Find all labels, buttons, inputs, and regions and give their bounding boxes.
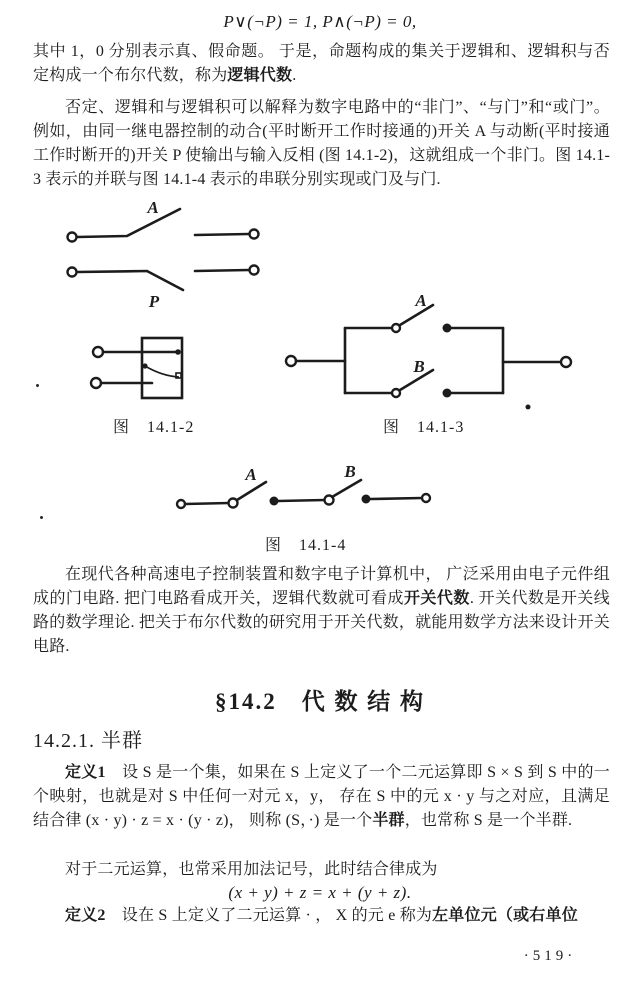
- switch-p-label: P: [148, 292, 160, 311]
- bold-definition-2-label: 定义2: [65, 907, 106, 924]
- figure-14-1-3-diagram: [280, 290, 580, 415]
- terminal-icon: [286, 356, 296, 366]
- terminal-icon: [250, 230, 259, 239]
- contact-tip-icon: [176, 373, 181, 378]
- terminal-icon: [422, 494, 430, 502]
- paragraph-text: 设 S 是一个集，如果在 S 上定义了一个二元运算即 S × S 到 S 中的一个映射，也就是对 S 中任何一对元 x，y， 存在 S 中的元 x · y 与之对应，且满足结合律 (x · y) · z = x · (y · z)， 则称 (S，·) 是一个: [33, 764, 610, 829]
- paragraph-definition-2: [33, 904, 610, 928]
- formula-logic-complement: P∨(¬P) = 1, P∧(¬P) = 0,: [223, 12, 417, 31]
- formula-associativity: (x + y) + z = x + (y + z).: [228, 883, 412, 902]
- relay-contact-icon: [145, 366, 179, 377]
- paragraph-gates: 否定、逻辑和与逻辑积可以解释为数字电路中的“非门”、“与门”和“或门”。例如，由同一继电器控制的动合(平时断开工作时接通的)开关 A 与动断(平时接通工作时断开的)开关 P 使输出与输入反相 (图 14.1-2)，这就组成一个非门。图 14.1-3 表示的并联与图 14.1-4 表示的串联分别实现或门及与门.: [33, 99, 610, 188]
- subsection-heading: 14.2.1. 半群: [33, 730, 143, 752]
- paragraph-definition-1: [33, 761, 610, 833]
- paragraph-text: 其中 1，0 分别表示真、假命题。 于是，命题构成的集关于逻辑和、逻辑积与否定构成一个布尔代数，称为: [33, 43, 610, 84]
- branch-switch-b: [345, 357, 503, 398]
- figure-caption: 图 14.1-3: [383, 419, 465, 436]
- terminal-icon: [91, 378, 101, 388]
- bold-term-switching-algebra: 开关代数: [403, 590, 470, 607]
- paragraph-logic-algebra: [33, 40, 610, 88]
- wire-icon: [370, 498, 422, 499]
- wire-icon: [185, 503, 229, 504]
- bold-term-semigroup: 半群: [372, 812, 405, 829]
- figure-14-1-2-diagram: [40, 200, 280, 410]
- paragraph-additive-notation: 对于二元运算，也常采用加法记号，此时结合律成为: [65, 861, 438, 878]
- scan-artifact-dot: [36, 384, 39, 387]
- switch-blade-icon: [237, 482, 266, 500]
- wire-icon: [195, 270, 249, 271]
- figure-14-1-4-diagram: [170, 460, 440, 515]
- paragraph-text: .: [292, 67, 297, 84]
- wire-icon: [278, 500, 325, 501]
- paragraph-switching-algebra: [33, 563, 610, 659]
- section-heading: §14.2 代 数 结 构: [215, 689, 425, 714]
- terminal-icon: [93, 347, 103, 357]
- switch-b-label: B: [413, 357, 425, 376]
- series-switch-b: [325, 462, 371, 505]
- bold-definition-1-label: 定义1: [65, 764, 106, 781]
- switch-p-symbol: [68, 266, 259, 312]
- switch-b-label: B: [344, 462, 356, 481]
- series-switch-a: [229, 465, 279, 508]
- terminal-icon: [250, 266, 259, 275]
- paragraph-text: . 开关代数是开关线路的数学理论. 把关于布尔代数的研究用于开关代数，就能用数学方法来设计开关电路.: [33, 590, 610, 655]
- terminal-icon: [561, 357, 571, 367]
- switch-blade-icon: [77, 209, 180, 237]
- terminal-icon: [68, 233, 77, 242]
- bold-term-logic-algebra: 逻辑代数: [227, 67, 293, 84]
- switch-a-symbol: [68, 200, 259, 242]
- wire-icon: [195, 234, 249, 235]
- contact-dot-icon: [175, 349, 181, 355]
- switch-a-label: A: [147, 200, 159, 217]
- relay-symbol: [91, 338, 182, 398]
- paragraph-text: 在现代各种高速电子控制装置和数字电子计算机中， 广泛采用由电子元件组成的门电路. 把门电路看成开关，逻辑代数就可看成: [33, 566, 610, 607]
- switch-blade-icon: [77, 271, 183, 290]
- scan-artifact-dot: [40, 516, 43, 519]
- switch-blade-icon: [332, 480, 361, 497]
- figure-caption: 图 14.1-2: [113, 419, 195, 436]
- figure-caption: 图 14.1-4: [265, 537, 347, 554]
- branch-switch-a: [345, 291, 503, 333]
- page-number: ·519·: [523, 948, 577, 964]
- switch-a-label: A: [245, 465, 257, 484]
- bold-term-left-identity: 左单位元（或右单位: [432, 907, 578, 924]
- terminal-icon: [68, 268, 77, 277]
- switch-a-label: A: [415, 291, 427, 310]
- paragraph-text: 设在 S 上定义了二元运算 · ， X 的元 e 称为: [105, 907, 433, 924]
- paragraph-text: ，也常称 S 是一个半群.: [404, 812, 573, 829]
- scan-artifact-dot: [526, 405, 531, 410]
